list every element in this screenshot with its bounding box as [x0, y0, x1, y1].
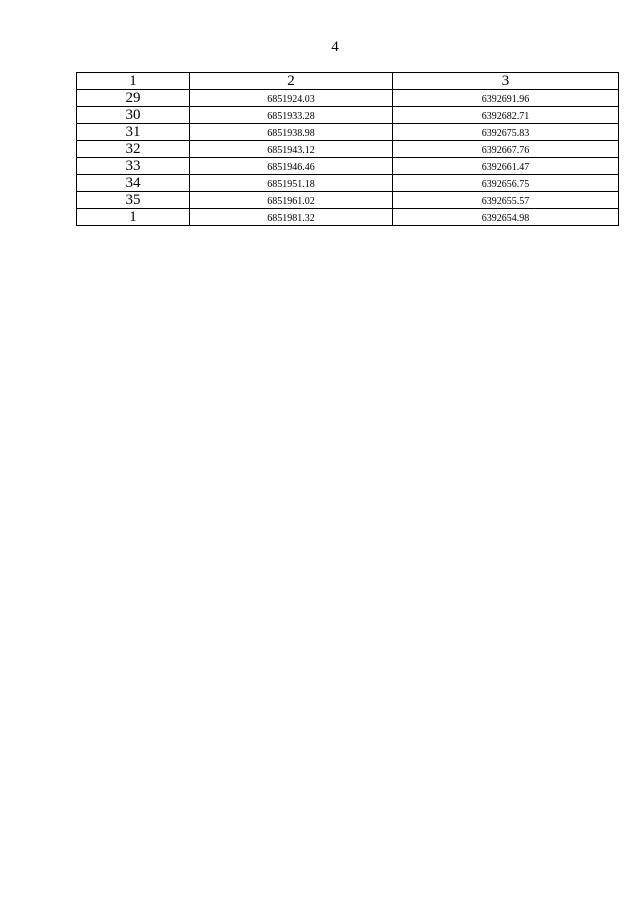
- x-coordinate-cell: 6851961.02: [190, 192, 393, 209]
- x-coordinate-cell: 6851933.28: [190, 107, 393, 124]
- point-number-cell: 30: [77, 107, 190, 124]
- y-coordinate-cell: 6392654.98: [393, 209, 619, 226]
- x-coordinate-cell: 6851951.18: [190, 175, 393, 192]
- x-coordinate-cell: 6851938.98: [190, 124, 393, 141]
- point-number-cell: 33: [77, 158, 190, 175]
- column-header-2: 2: [190, 73, 393, 90]
- table-row: [77, 175, 619, 192]
- table-row: [77, 107, 619, 124]
- column-header-3: 3: [393, 73, 619, 90]
- table-row: [77, 209, 619, 226]
- x-coordinate-cell: 6851981.32: [190, 209, 393, 226]
- y-coordinate-cell: 6392667.76: [393, 141, 619, 158]
- x-coordinate-cell: 6851946.46: [190, 158, 393, 175]
- y-coordinate-cell: 6392682.71: [393, 107, 619, 124]
- x-coordinate-cell: 6851943.12: [190, 141, 393, 158]
- column-header-1: 1: [77, 73, 190, 90]
- y-coordinate-cell: 6392655.57: [393, 192, 619, 209]
- table-row: [77, 141, 619, 158]
- y-coordinate-cell: 6392656.75: [393, 175, 619, 192]
- point-number-cell: 32: [77, 141, 190, 158]
- y-coordinate-cell: 6392675.83: [393, 124, 619, 141]
- page-number: 4: [331, 39, 339, 55]
- coordinates-table: [76, 72, 619, 226]
- x-coordinate-cell: 6851924.03: [190, 90, 393, 107]
- point-number-cell: 35: [77, 192, 190, 209]
- y-coordinate-cell: 6392691.96: [393, 90, 619, 107]
- table-row: [77, 158, 619, 175]
- point-number-cell: 31: [77, 124, 190, 141]
- table-row: [77, 192, 619, 209]
- table-row: [77, 90, 619, 107]
- table-header-row: [77, 73, 619, 90]
- point-number-cell: 34: [77, 175, 190, 192]
- y-coordinate-cell: 6392661.47: [393, 158, 619, 175]
- point-number-cell: 1: [77, 209, 190, 226]
- point-number-cell: 29: [77, 90, 190, 107]
- table-row: [77, 124, 619, 141]
